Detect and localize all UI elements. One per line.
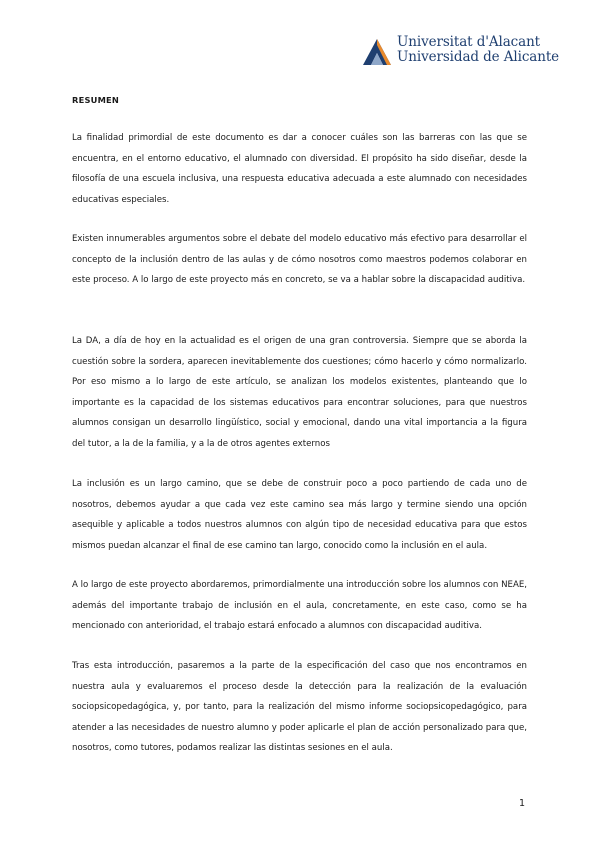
university-logo-icon <box>361 35 393 67</box>
page-number: 1 <box>519 798 526 809</box>
university-logo <box>361 34 560 69</box>
paragraph-4: La inclusión es un largo camino, que se debe de construir poco a poco partiendo de cada uno de nosotros, debemos ayudar a que cada vez este camino sea más largo y termine siendo una opción asequible y aplicable a todos nuestros alumnos con algún tipo de necesidad educativa para que estos mismos puedan alcanzar el final de ese camino tan largo, conocido como la inclusión en el aula. <box>72 479 527 551</box>
paragraph-6: Tras esta introducción, pasaremos a la parte de la especificación del caso que nos encontramos en nuestra aula y evaluaremos el proceso desde la detección para la realización de la evaluación sociopsicopedagógica, y, por tanto, para la realización del mismo informe sociopsicopedagógico, para atender a las necesidades de nuestro alumno y poder aplicarle el plan de acción personalizado para que, nosotros, como tutores, podamos realizar las distintas sesiones en el aula. <box>72 661 527 753</box>
paragraph-1: La finalidad primordial de este documento es dar a conocer cuáles son las barreras con las que se encuentra, en el entorno educativo, el alumnado con diversidad. El propósito ha sido diseñar, desde la filosofía de una escuela inclusiva, una respuesta educativa adecuada a este alumnado con necesidades educativas especiales. <box>72 133 527 205</box>
paragraph-5: A lo largo de este proyecto abordaremos, primordialmente una introducción sobre los alumnos con NEAE, además del importante trabajo de inclusión en el aula, concretamente, en este caso, como se ha mencionado con anterioridad, el trabajo estará enfocado a alumnos con discapacidad auditiva. <box>72 580 527 631</box>
paragraph-2: Existen innumerables argumentos sobre el debate del modelo educativo más efectivo para desarrollar el concepto de la inclusión dentro de las aulas y de cómo nosotros como maestros podemos colaborar en este proceso. A lo largo de este proyecto más en concreto, se va a hablar sobre la discapacidad auditiva. <box>72 234 527 285</box>
paragraph-3: La DA, a día de hoy en la actualidad es el origen de una gran controversia. Siempre que se aborda la cuestión sobre la sordera, aparecen inevitablemente dos cuestiones; cómo hacerlo y cómo normalizarlo. Por eso mismo a lo largo de este artículo, se analizan los modelos existentes, planteando que lo importante es la capacidad de los sistemas educativos para encontrar soluciones, para que nuestros alumnos consigan un desarrollo lingüístico, social y emocional, dando una vital importancia a la figura del tutor, a la de la familia, y a la de otros agentes externos <box>72 336 527 449</box>
logo-line-spanish: Universidad de Alicante <box>397 49 560 65</box>
university-name <box>397 35 559 65</box>
section-heading: RESUMEN <box>72 95 120 105</box>
logo-line-valencian: Universitat d'Alacant <box>397 34 540 50</box>
